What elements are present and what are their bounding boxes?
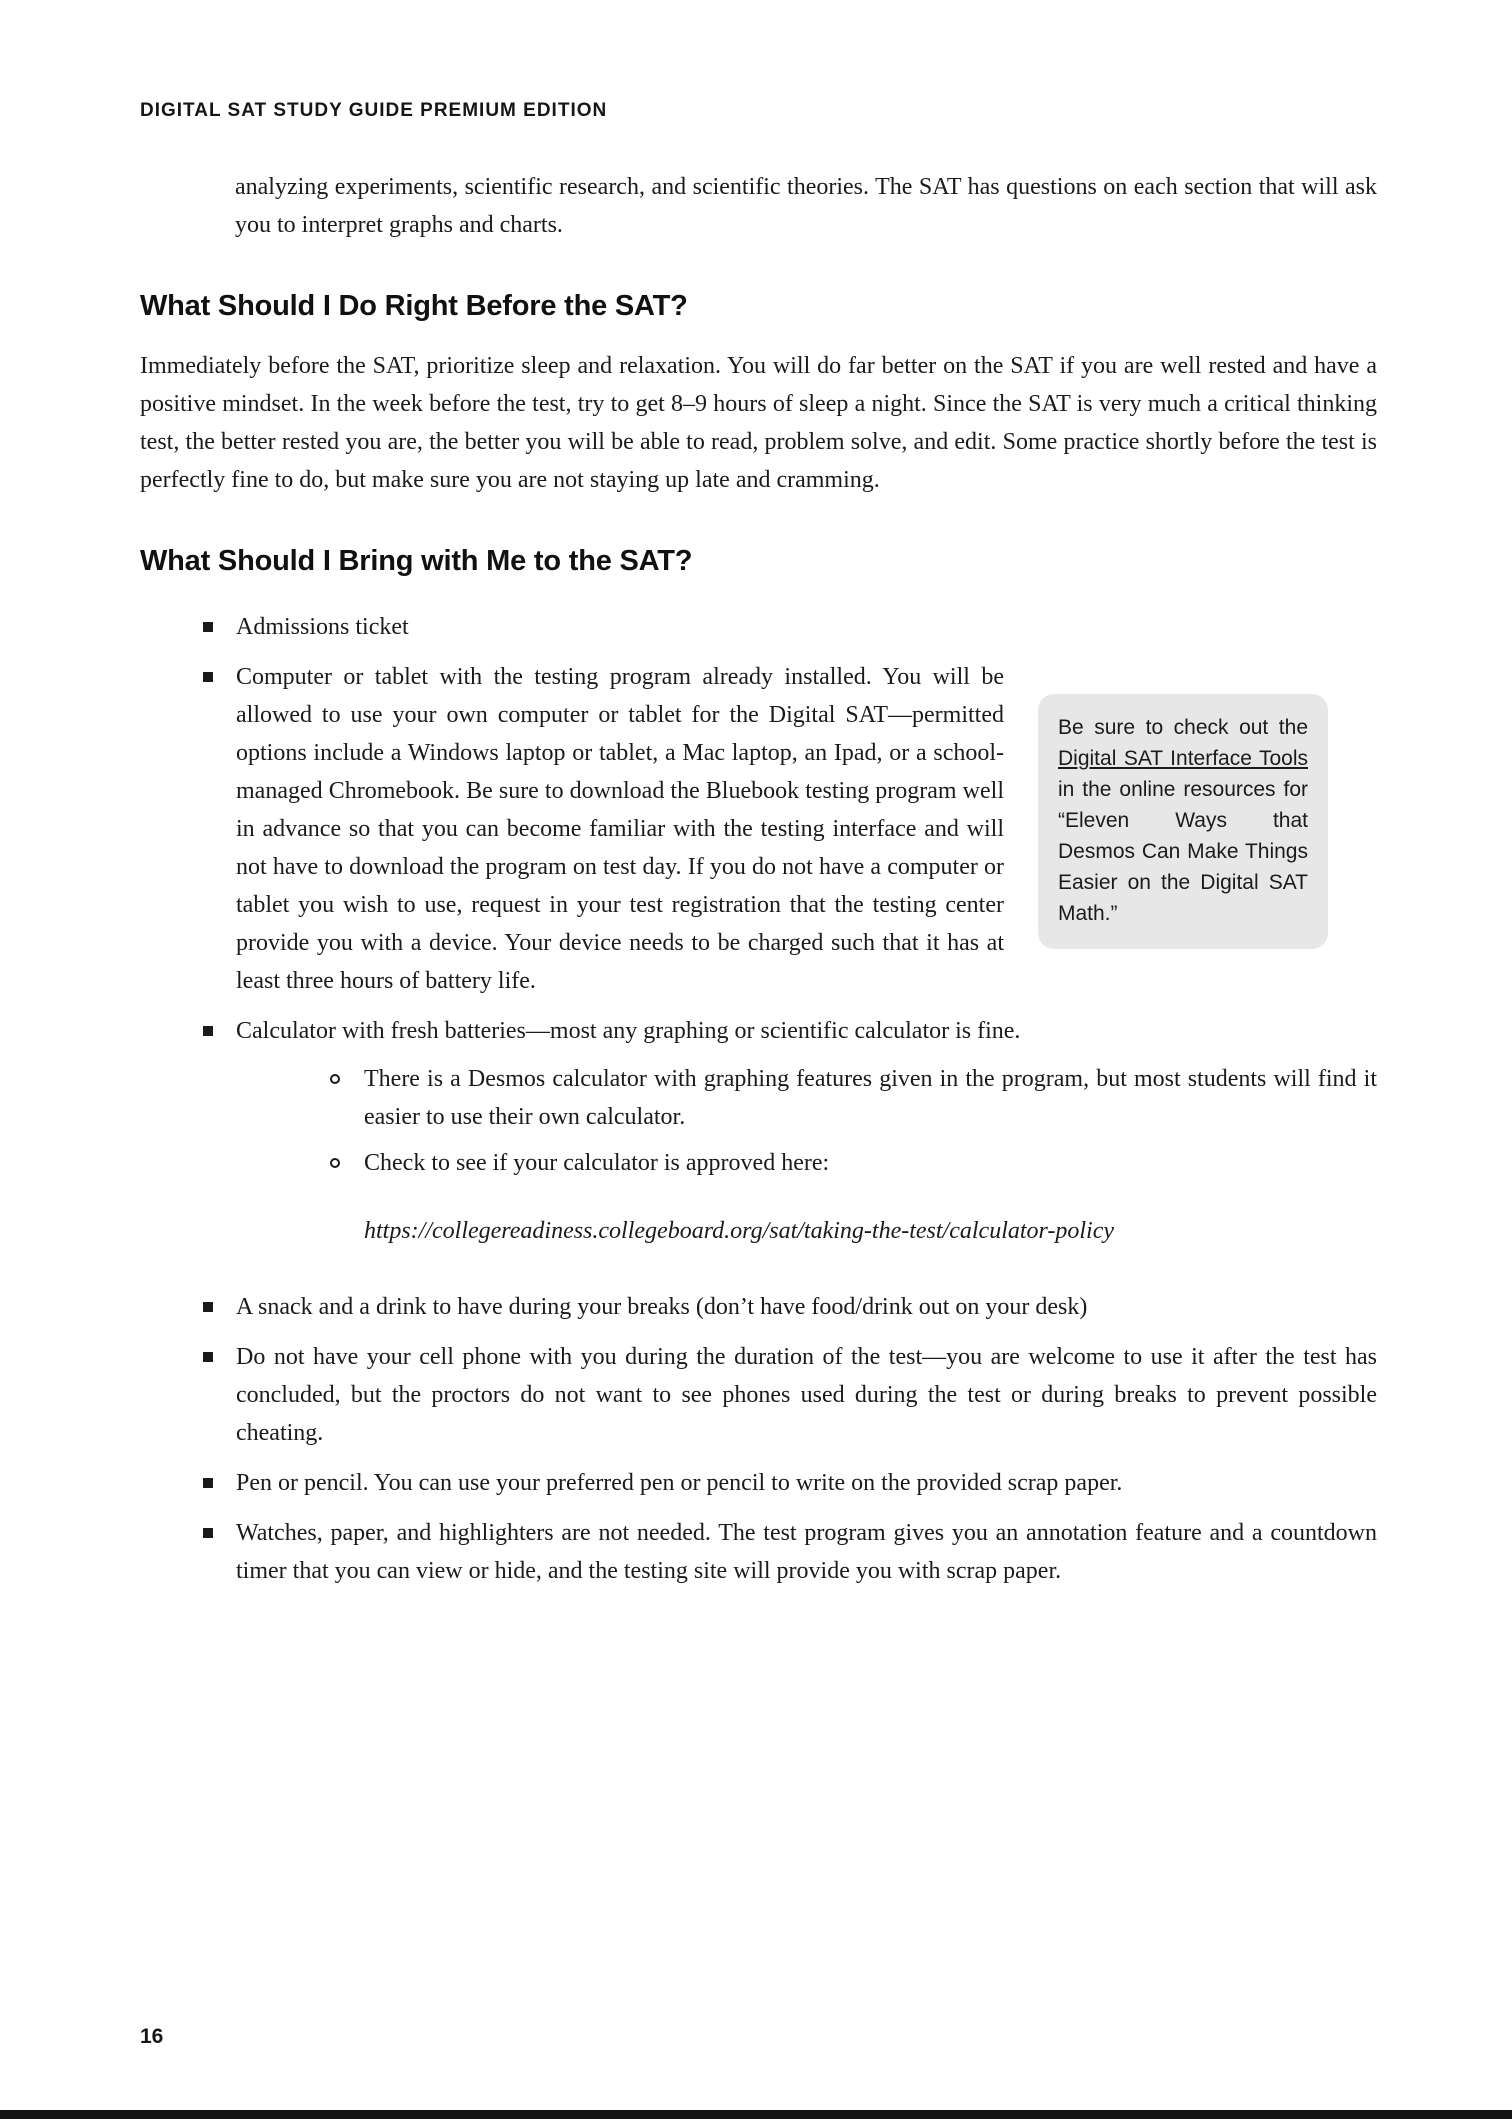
list-item-computer — [140, 658, 1377, 1000]
bring-bullet-list — [140, 608, 1377, 1590]
callout-text-before: Be sure to check out the — [1058, 716, 1308, 739]
list-item-cell-phone — [140, 1338, 1377, 1452]
circle-bullet-icon — [330, 1158, 340, 1168]
callout-box — [1038, 694, 1328, 949]
bullet-text-watches: Watches, paper, and highlighters are not needed. The test program gives you an annotation feature and a countdown timer that you can view or hide, and the testing site will provide you with scrap paper. — [236, 1520, 1377, 1584]
bullet-text-admissions: Admissions ticket — [236, 614, 409, 640]
square-bullet-icon — [203, 1478, 213, 1488]
square-bullet-icon — [203, 672, 213, 682]
running-head: DIGITAL SAT STUDY GUIDE PREMIUM EDITION — [140, 100, 608, 121]
list-item-watches — [140, 1514, 1377, 1590]
circle-bullet-icon — [330, 1074, 340, 1084]
list-item-snack — [140, 1288, 1377, 1326]
square-bullet-icon — [203, 1352, 213, 1362]
bullet-text-calculator: Calculator with fresh batteries—most any graphing or scientific calculator is fine. — [236, 1018, 1021, 1044]
section-heading-before-sat: What Should I Do Right Before the SAT? — [140, 290, 688, 322]
page-bottom-edge — [0, 2110, 1512, 2119]
intro-paragraph: analyzing experiments, scientific research, and scientific theories. The SAT has questions on each section that will ask you to interpret graphs and charts. — [235, 174, 1377, 238]
sub-bullet-text-desmos: There is a Desmos calculator with graphing features given in the program, but most students will find it easier to use their own calculator. — [364, 1066, 1377, 1130]
calculator-policy-url: https://collegereadiness.collegeboard.org/sat/taking-the-test/calculator-policy — [364, 1218, 1115, 1244]
square-bullet-icon — [203, 622, 213, 632]
square-bullet-icon — [203, 1528, 213, 1538]
list-item-pen-pencil — [140, 1464, 1377, 1502]
bullet-text-pen-pencil: Pen or pencil. You can use your preferred pen or pencil to write on the provided scrap paper. — [236, 1470, 1123, 1496]
sub-bullet-text-check-approved: Check to see if your calculator is approved here: — [364, 1150, 830, 1176]
list-item-admissions — [140, 608, 1377, 646]
calculator-sub-list — [236, 1060, 1377, 1182]
square-bullet-icon — [203, 1302, 213, 1312]
page-content — [140, 100, 1377, 1602]
sub-list-item-check-approved — [236, 1144, 1377, 1182]
list-item-calculator — [140, 1012, 1377, 1250]
bullet-text-cell-phone: Do not have your cell phone with you during the duration of the test—you are welcome to use it after the test has concluded, but the proctors do not want to see phones used during the test or during breaks to prevent possible cheating. — [236, 1344, 1377, 1446]
callout-text — [1058, 712, 1308, 929]
bullet-text-snack: A snack and a drink to have during your breaks (don’t have food/drink out on your desk) — [236, 1294, 1088, 1320]
sub-list-item-desmos — [236, 1060, 1377, 1136]
page-number: 16 — [140, 2025, 164, 2048]
callout-text-after: in the online resources for “Eleven Ways that Desmos Can Make Things Easier on the Digital SAT Math.” — [1058, 778, 1308, 925]
section-heading-bring-sat: What Should I Bring with Me to the SAT? — [140, 545, 693, 577]
square-bullet-icon — [203, 1026, 213, 1036]
bullet-text-computer: Computer or tablet with the testing program already installed. You will be allowed to use your own computer or tablet for the Digital SAT—permitted options include a Windows laptop or tablet, a Mac laptop, an Ipad, or a school-managed Chromebook. Be sure to download the Bluebook testing program well in advance so that you can become familiar with the testing interface and will not have to download the program on test day. If you do not have a computer or tablet you wish to use, request in your test registration that the testing center provide you with a device. Your device needs to be charged such that it has at least three hours of battery life. — [236, 664, 1004, 994]
callout-link-digital-sat-interface-tools[interactable]: Digital SAT Interface Tools — [1058, 747, 1308, 770]
paragraph-before-sat: Immediately before the SAT, prioritize sleep and relaxation. You will do far better on the SAT if you are well rested and have a positive mindset. In the week before the test, try to get 8–9 hours of sleep a night. Since the SAT is very much a critical thinking test, the better rested you are, the better you will be able to read, problem solve, and edit. Some practice shortly before the test is perfectly fine to do, but make sure you are not staying up late and cramming. — [140, 353, 1377, 493]
